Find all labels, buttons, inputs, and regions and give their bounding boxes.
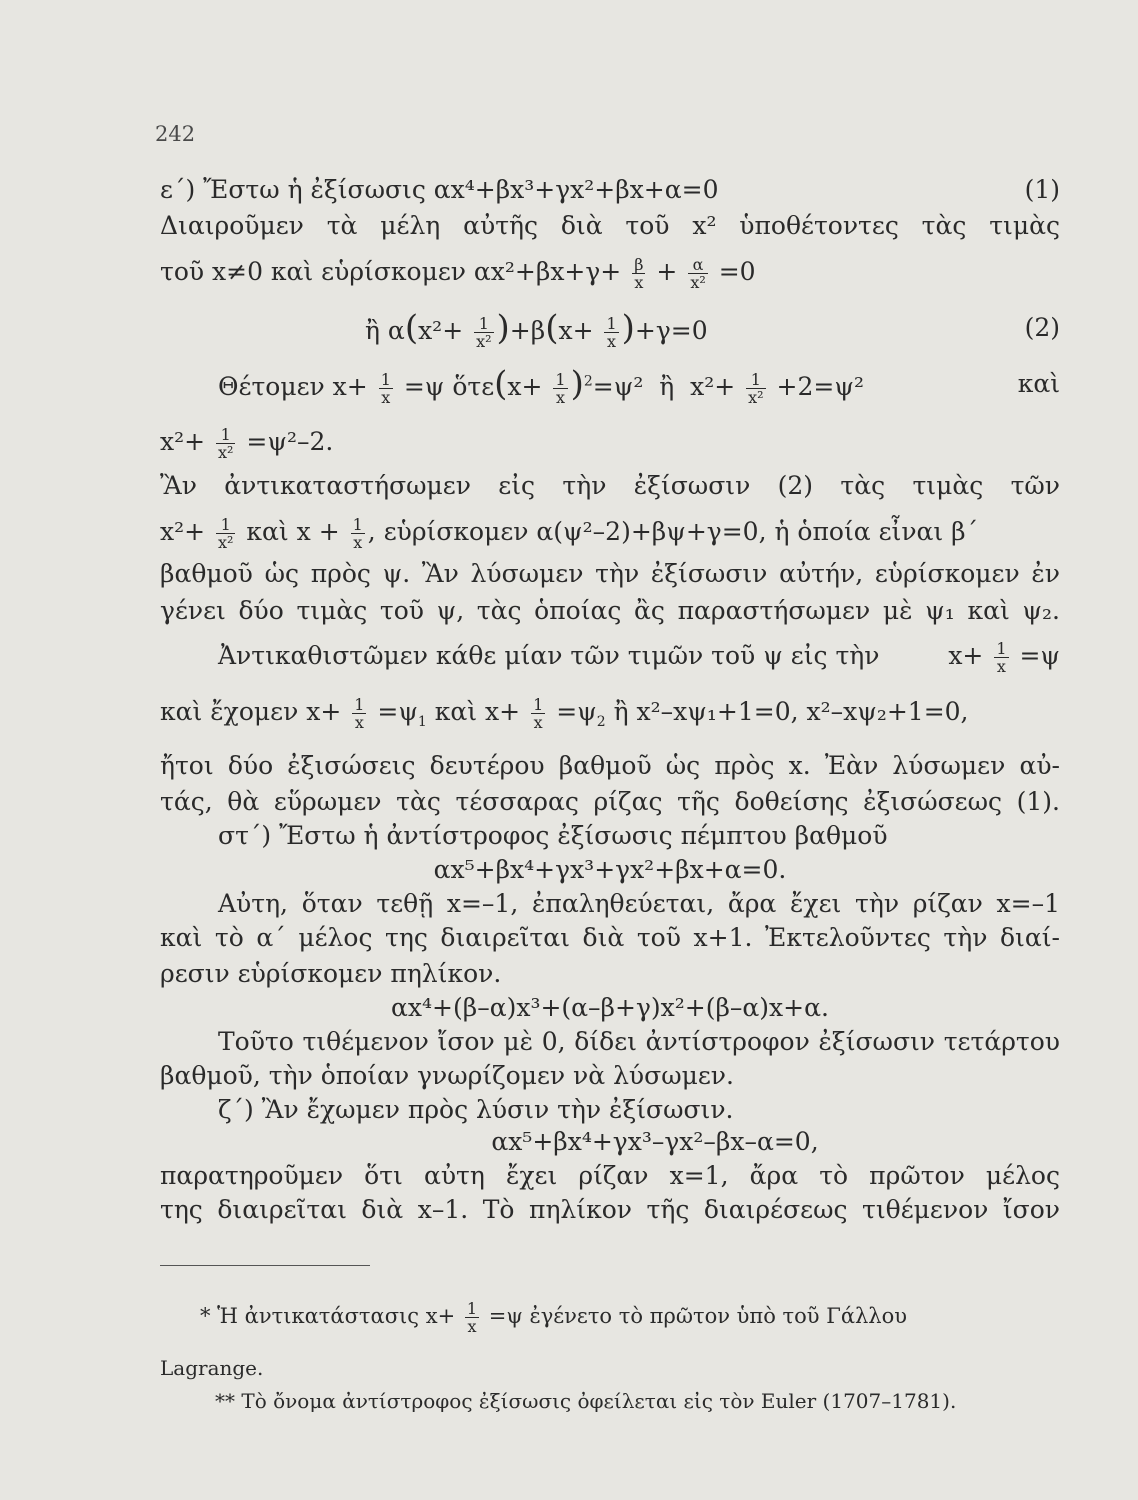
fraction: $\frac{1}{x}$ bbox=[606, 314, 617, 351]
text-line: τάς, θὰ εὕρωμεν τὰς τέσσαρας ρίζας τῆς δοθείσης ἐξισώσεως (1). bbox=[160, 787, 1060, 816]
equation-1: ε΄) Ἔστω ἡ ἐξίσωσις αx⁴+βx³+γx²+βx+α=0 bbox=[160, 175, 719, 204]
footnote-1: * Ἡ ἀντικατάστασις x+ $\frac{1}{x}$ =ψ ἐγένετο τὸ πρῶτον ὑπὸ τοῦ Γάλλου bbox=[200, 1299, 908, 1336]
text-line: ρεσιν εὑρίσκομεν πηλίκον. bbox=[160, 959, 502, 988]
fraction: $\frac{\beta}{x}$ bbox=[634, 255, 644, 292]
fraction: $\frac{1}{x}$ bbox=[466, 1299, 478, 1336]
equation-line: τοῦ x≠0 καὶ εὑρίσκομεν αx²+βx+γ+ $\frac{\beta}{x}$ + $\frac{\alpha}{\text{x²}}$ =0 bbox=[160, 255, 756, 292]
text-line: ἤτοι δύο ἐξισώσεις δευτέρου βαθμοῦ ὡς πρὸς x. Ἐὰν λύσωμεν αὐ- bbox=[160, 751, 1060, 780]
text-line: Ἂν ἀντικαταστήσωμεν εἰς τὴν ἐξίσωσιν (2) τὰς τιμὰς τῶν bbox=[160, 471, 1060, 500]
fraction: $\frac{1}{x}$ bbox=[354, 695, 365, 732]
text-line: παρατηροῦμεν ὅτι αὐτη ἔχει ρίζαν x=1, ἄρα τὸ πρῶτον μέλος bbox=[160, 1161, 1060, 1190]
equation-line: ἢ α(x²+ $\frac{1}{\text{x²}}$ )+β(x+ $\frac{1}{x}$ )+γ=0 (2) bbox=[365, 308, 1060, 351]
fraction: $\frac{\alpha}{\text{x²}}$ bbox=[690, 255, 706, 292]
text-line: στ΄) Ἔστω ἡ ἀντίστροφος ἐξίσωσις πέμπτου βαθμοῦ bbox=[218, 821, 888, 850]
fraction: $\frac{1}{\text{x²}}$ bbox=[476, 314, 492, 351]
equation-tag: (2) bbox=[1024, 313, 1060, 342]
fraction: $\frac{1}{\text{x²}}$ bbox=[748, 370, 764, 407]
footnote-1-cont: Lagrange. bbox=[160, 1356, 264, 1380]
text-line: Τοῦτο τιθέμενον ἴσον μὲ 0, δίδει ἀντίστροφον ἐξίσωσιν τετάρτου bbox=[218, 1027, 1060, 1056]
equation-line: αx⁴+(β–α)x³+(α–β+γ)x²+(β–α)x+α. bbox=[391, 993, 829, 1022]
equation-line: αx⁵+βx⁴+γx³+γx²+βx+α=0. bbox=[433, 855, 787, 884]
fraction: $\frac{1}{x}$ bbox=[533, 695, 544, 732]
equation-line: Ἀντικαθιστῶμεν κάθε μίαν τῶν τιμῶν τοῦ ψ εἰς τὴν x+ $\frac{1}{x}$ =ψ bbox=[218, 639, 1060, 676]
page-number: 242 bbox=[155, 122, 196, 146]
equation-tag: (1) bbox=[1024, 175, 1060, 204]
text-line: γένει δύο τιμὰς τοῦ ψ, τὰς ὁποίας ἂς παραστήσωμεν μὲ ψ₁ καὶ ψ₂. bbox=[160, 596, 1060, 625]
text-line: της διαιρεῖται διὰ x–1. Τὸ πηλίκον τῆς διαιρέσεως τιθέμενον ἴσον bbox=[160, 1195, 1060, 1224]
fraction: $\frac{1}{\text{x²}}$ bbox=[218, 425, 234, 462]
fraction: $\frac{1}{x}$ bbox=[996, 639, 1007, 676]
equation-line: αx⁵+βx⁴+γx³–γx²–βx–α=0, bbox=[491, 1127, 819, 1156]
text-line: ζ΄) Ἂν ἔχωμεν πρὸς λύσιν τὴν ἐξίσωσιν. bbox=[218, 1095, 734, 1124]
equation-line: x²+ $\frac{1}{\text{x²}}$ =ψ²–2. bbox=[160, 425, 334, 462]
text-line bbox=[160, 172, 1060, 208]
fraction: $\frac{1}{x}$ bbox=[555, 370, 566, 407]
text-line: καὶ τὸ α΄ μέλος της διαιρεῖται διὰ τοῦ x+1. Ἐκτελοῦντες τὴν διαί- bbox=[160, 923, 1060, 952]
equation-line: καὶ ἔχομεν x+ $\frac{1}{x}$ $=\psi_1$ καὶ x+ $\frac{1}{x}$ $=\psi_2$ ἢ x²–xψ₁+1=0, x²–xψ₂+1=0, bbox=[160, 695, 969, 732]
fraction: $\frac{1}{x}$ bbox=[380, 370, 391, 407]
fraction: $\frac{1}{\text{x²}}$ bbox=[218, 515, 234, 552]
equation-line: x²+ $\frac{1}{\text{x²}}$ καὶ x + $\frac{1}{x}$ , εὑρίσκομεν α(ψ²–2)+βψ+γ=0, ἡ ὁποία εἶναι β΄ bbox=[160, 515, 979, 552]
fraction: $\frac{1}{x}$ bbox=[352, 515, 363, 552]
text-line: Αὐτη, ὅταν τεθῇ x=–1, ἐπαληθεύεται, ἄρα ἔχει τὴν ρίζαν x=–1 bbox=[218, 889, 1060, 918]
text-line: Διαιροῦμεν τὰ μέλη αὐτῆς διὰ τοῦ x² ὑποθέτοντες τὰς τιμὰς bbox=[160, 211, 1060, 240]
footnote-2: ** Τὸ ὄνομα ἀντίστροφος ἐξίσωσις ὀφείλεται εἰς τὸν Euler (1707–1781). bbox=[215, 1389, 957, 1413]
footnote-divider bbox=[160, 1265, 370, 1266]
text-line: βαθμοῦ ὡς πρὸς ψ. Ἂν λύσωμεν τὴν ἐξίσωσιν αὐτήν, εὑρίσκομεν ἐν bbox=[160, 559, 1060, 588]
equation-line: Θέτομεν x+ $\frac{1}{x}$ =ψ ὅτε(x+ $\frac{1}{x}$ )$^2$=ψ² ἢ x²+ $\frac{1}{\text{x²}}$ +2=ψ² καὶ bbox=[218, 364, 1060, 407]
text-line: βαθμοῦ, τὴν ὁποίαν γνωρίζομεν νὰ λύσωμεν. bbox=[160, 1061, 734, 1090]
